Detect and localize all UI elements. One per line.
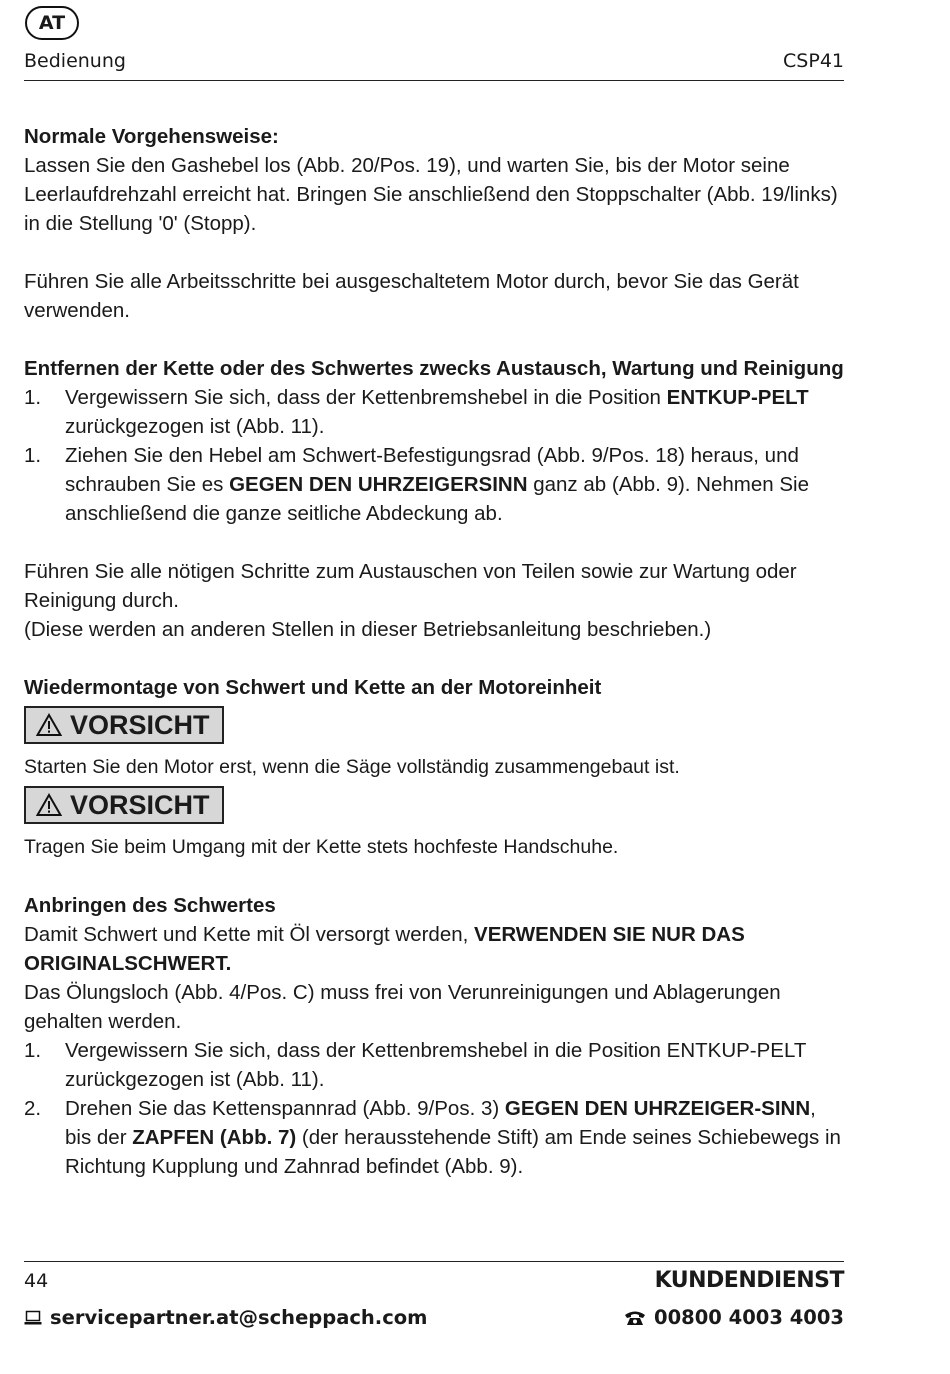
- heading-reassembly: Wiedermontage von Schwert und Kette an der Motoreinheit: [24, 676, 602, 699]
- list-text: (der herausstehende Stift) am Ende seines Schiebewegs in Richtung Kupplung und Zahnrad befindet (Abb. 9).: [65, 1126, 841, 1178]
- email-address[interactable]: servicepartner.at@scheppach.com: [50, 1306, 428, 1329]
- laptop-icon: [24, 1310, 42, 1326]
- list-text: Vergewissern Sie sich, dass der Kettenbremshebel in die Position ENTKUP-PELT zurückgezogen ist (Abb. 11).: [65, 1039, 807, 1091]
- paragraph: (Diese werden an anderen Stellen in dieser Betriebsanleitung beschrieben.): [24, 618, 712, 641]
- list-text: ganz ab (Abb. 9). Nehmen Sie anschließend die ganze seitliche Abdeckung ab.: [65, 473, 809, 525]
- list-item: [24, 383, 844, 441]
- model-name: CSP41: [783, 50, 844, 72]
- section-title: Bedienung: [24, 50, 126, 72]
- caution-text: Starten Sie den Motor erst, wenn die Säge vollständig zusammengebaut ist.: [24, 756, 680, 778]
- list-item: [24, 1094, 844, 1181]
- telephone-icon: [624, 1310, 646, 1326]
- list-text: , bis der: [65, 1097, 816, 1149]
- paragraph: [24, 920, 844, 978]
- service-title: KUNDENDIENST: [654, 1268, 844, 1293]
- list-text: zurückgezogen ist (Abb. 11).: [65, 415, 325, 438]
- heading-normal-procedure: Normale Vorgehensweise:: [24, 125, 279, 148]
- list-number: 1.: [24, 386, 42, 409]
- warning-triangle-icon: [36, 713, 62, 737]
- list-text: Drehen Sie das Kettenspannrad (Abb. 9/Pos. 3): [65, 1097, 505, 1120]
- phone-number[interactable]: 00800 4003 4003: [654, 1306, 844, 1329]
- attach-steps-list: [24, 1036, 844, 1181]
- list-text: Vergewissern Sie sich, dass der Kettenbremshebel in die Position: [65, 386, 667, 409]
- page-number: 44: [24, 1270, 49, 1292]
- warning-triangle-icon: [36, 793, 62, 817]
- list-text: Ziehen Sie den Hebel am Schwert-Befestigungsrad (Abb. 9/Pos. 18) heraus, und schrauben Sie es: [65, 444, 799, 496]
- list-text-bold: ENTKUP-PELT: [666, 386, 809, 409]
- caution-label: VORSICHT: [70, 709, 210, 740]
- paragraph: Lassen Sie den Gashebel los (Abb. 20/Pos. 19), und warten Sie, bis der Motor seine Leerlaufdrehzahl erreicht hat. Bringen Sie anschließend den Stoppschalter (Abb. 19/links) in die Stellung '0' (Stopp).: [24, 154, 838, 235]
- caution-box: [24, 786, 224, 824]
- page-content: [24, 122, 844, 1181]
- service-phone[interactable]: [624, 1306, 844, 1329]
- paragraph-text-bold: VERWENDEN SIE NUR DAS ORIGINALSCHWERT.: [24, 923, 745, 975]
- header-divider: [24, 80, 844, 81]
- list-text-bold: GEGEN DEN UHRZEIGERSINN: [229, 473, 528, 496]
- paragraph: Das Ölungsloch (Abb. 4/Pos. C) muss frei von Verunreinigungen und Ablagerungen gehalten werden.: [24, 981, 781, 1033]
- list-item: [24, 441, 844, 528]
- heading-remove-chain: Entfernen der Kette oder des Schwertes zwecks Austausch, Wartung und Reinigung: [24, 357, 844, 380]
- footer-divider: [24, 1261, 844, 1262]
- paragraph: Führen Sie alle nötigen Schritte zum Austauschen von Teilen sowie zur Wartung oder Reinigung durch.: [24, 560, 797, 612]
- language-badge: AT: [25, 6, 79, 40]
- list-number: 1.: [24, 1039, 42, 1062]
- caution-text: Tragen Sie beim Umgang mit der Kette stets hochfeste Handschuhe.: [24, 836, 619, 858]
- list-number: 1.: [24, 444, 42, 467]
- paragraph-text: Damit Schwert und Kette mit Öl versorgt werden,: [24, 923, 475, 946]
- list-text-bold: GEGEN DEN UHRZEIGER-SINN: [504, 1097, 811, 1120]
- service-email[interactable]: [24, 1306, 428, 1329]
- caution-label: VORSICHT: [70, 789, 210, 820]
- list-text-bold: ZAPFEN (Abb. 7): [132, 1126, 297, 1149]
- list-item: [24, 1036, 844, 1094]
- caution-box: [24, 706, 224, 744]
- paragraph: Führen Sie alle Arbeitsschritte bei ausgeschaltetem Motor durch, bevor Sie das Gerät verwenden.: [24, 270, 799, 322]
- heading-attach-bar: Anbringen des Schwertes: [24, 894, 276, 917]
- remove-steps-list: [24, 383, 844, 528]
- list-number: 2.: [24, 1097, 42, 1120]
